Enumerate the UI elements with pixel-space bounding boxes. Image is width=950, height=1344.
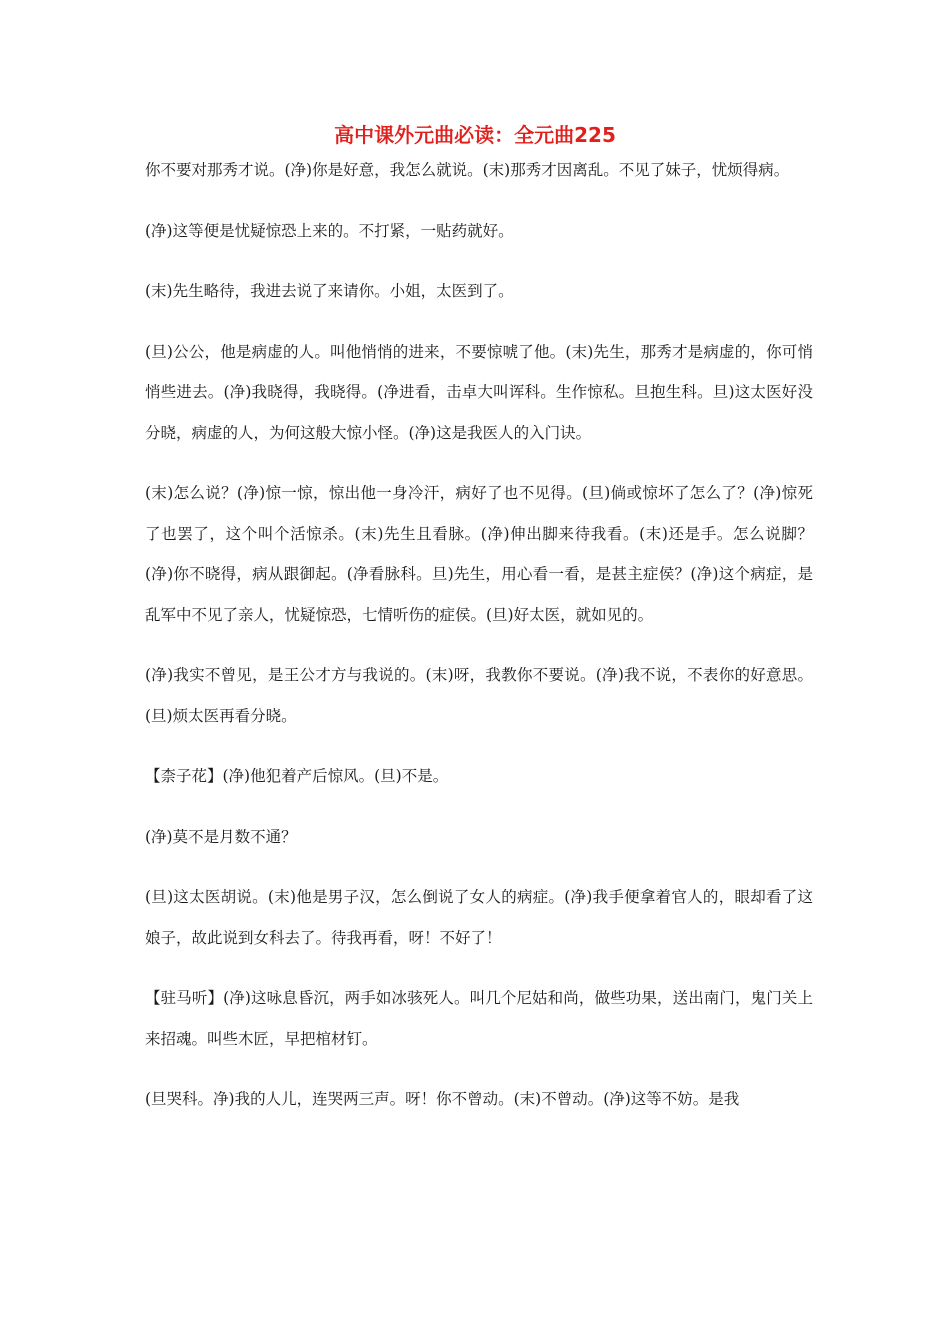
paragraph: (旦哭科。净)我的人儿，连哭两三声。呀！你不曾动。(末)不曾动。(净)这等不妨。是我	[145, 1090, 740, 1108]
paragraph: (旦)公公，他是病虚的人。叫他悄悄的进来，不要惊唬了他。(末)先生，那秀才是病虚的，你可悄悄些进去。(净)我晓得，我晓得。(净进看，击卓大叫诨科。生作惊私。旦抱生科。旦)这太医好没分晓，病虚的人，为何这般大惊小怪。(净)这是我医人的入门诀。	[145, 342, 813, 442]
paragraph: (末)怎么说？(净)惊一惊，惊出他一身冷汗，病好了也不见得。(旦)倘或惊坏了怎么了？(净)惊死了也罢了，这个叫个活惊杀。(末)先生且看脉。(净)伸出脚来待我看。(末)还是手。怎么说脚？(净)你不晓得，病从跟御起。(净看脉科。旦)先生，用心看一看，是甚主症侯？(净)这个病症，是乱军中不见了亲人，忧疑惊恐，七情听伤的症侯。(旦)好太医，就如见的。	[145, 484, 813, 624]
document-body	[145, 150, 813, 1140]
paragraph: (末)先生略待，我进去说了来请你。小姐，太医到了。	[145, 282, 514, 300]
paragraph: (净)我实不曾见，是王公才方与我说的。(末)呀，我教你不要说。(净)我不说，不表你的好意思。(旦)烦太医再看分晓。	[145, 666, 813, 725]
paragraph: 你不要对那秀才说。(净)你是好意，我怎么就说。(末)那秀才因离乱。不见了妹子，忧烦得病。	[145, 161, 790, 179]
paragraph: 【柰子花】(净)他犯着产后惊风。(旦)不是。	[145, 767, 449, 785]
paragraph: 【驻马听】(净)这咏息昏沉，两手如冰骇死人。叫几个尼姑和尚，做些功果，送出南门，鬼门关上来招魂。叫些木匠，早把棺材钉。	[145, 989, 813, 1048]
paragraph: (净)这等便是忧疑惊恐上来的。不打紧，一贴药就好。	[145, 221, 514, 240]
paragraph: (旦)这太医胡说。(末)他是男子汉，怎么倒说了女人的病症。(净)我手便拿着官人的，眼却看了这娘子，故此说到女科去了。待我再看，呀！不好了！	[145, 888, 813, 947]
document-title: 高中课外元曲必读：全元曲225	[334, 123, 616, 147]
paragraph: (净)莫不是月数不通？	[145, 827, 297, 846]
